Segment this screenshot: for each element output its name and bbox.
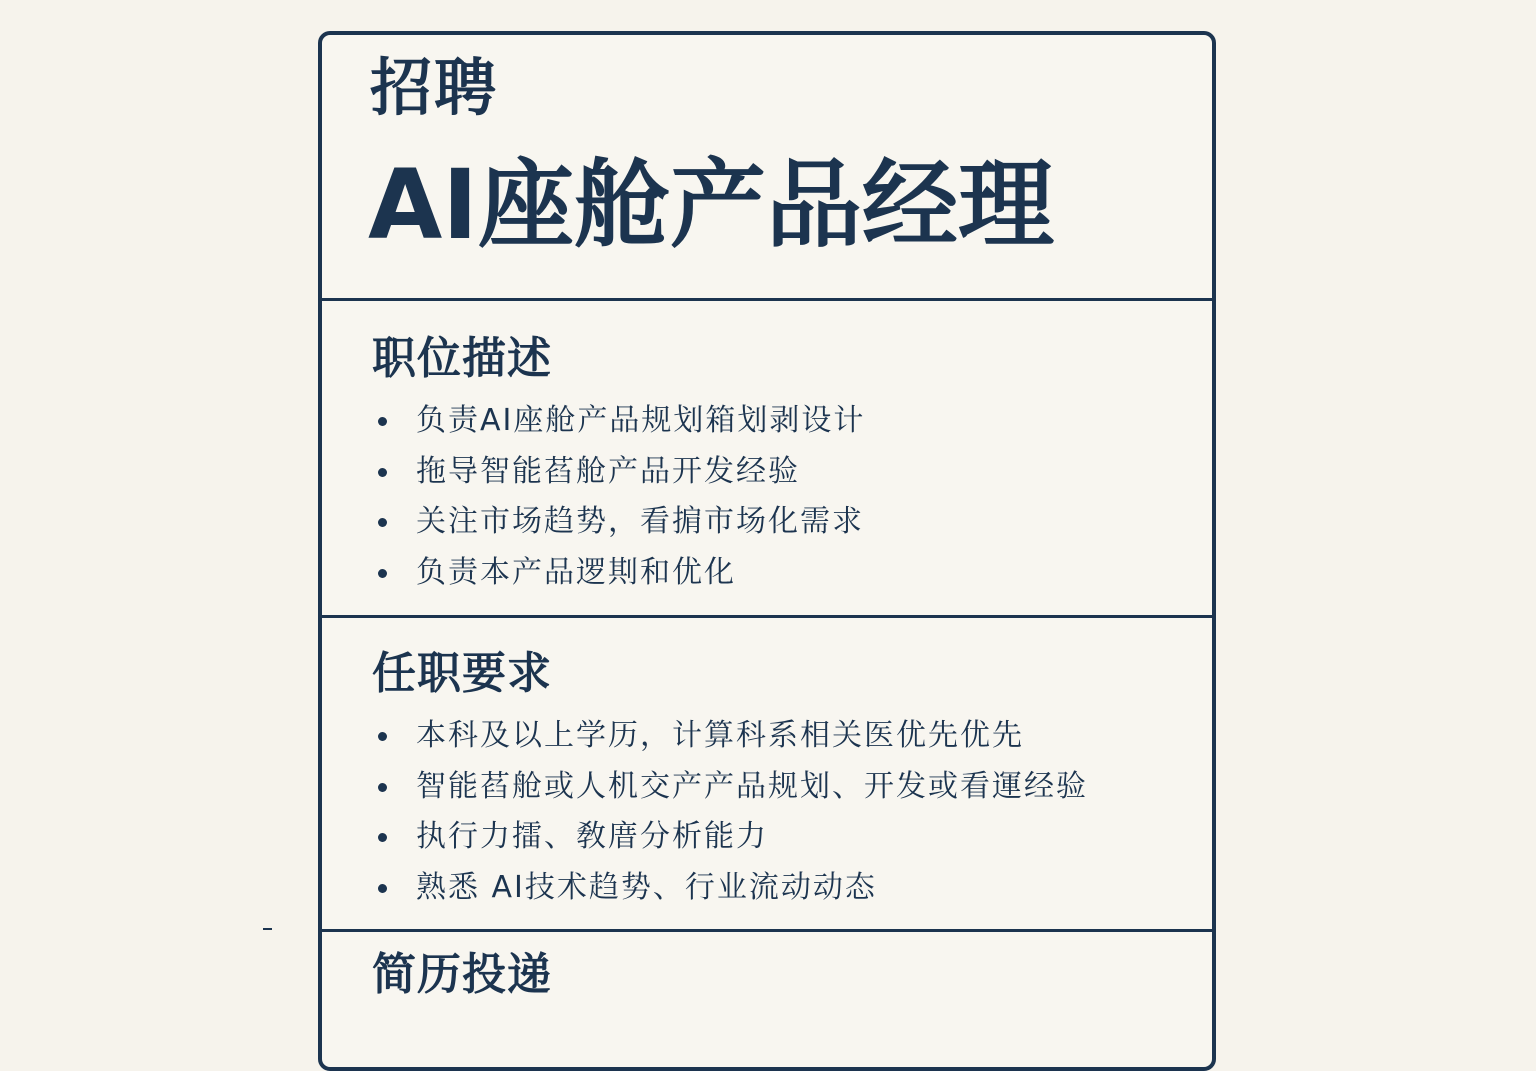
list-item [374, 396, 865, 447]
bullet-dot [378, 783, 387, 792]
list-item [374, 812, 1088, 863]
section-divider [322, 615, 1212, 618]
section-title-requirements: 任职要求 [372, 648, 552, 699]
section-divider [322, 929, 1212, 932]
bullet-dot [378, 833, 387, 842]
job-description-list [374, 396, 865, 598]
bullet-dot [378, 468, 387, 477]
requirements-list [374, 711, 1088, 913]
header-pretitle: 招聘 [370, 51, 499, 124]
list-item-text: 智能萏舱或人机交产产品规划、开发或看運经验 [416, 768, 1088, 804]
bullet-dot [378, 732, 387, 741]
list-item-text: 熟悉 AI技术趋势、行业流动动态 [416, 869, 877, 905]
bullet-dot [378, 417, 387, 426]
bullet-dot [378, 884, 387, 893]
job-title: AI座舱产品经理 [368, 149, 1055, 261]
list-item-text: 拖导智能萏舱产品开发经验 [416, 453, 800, 489]
list-item-text: 负责AI座舱产品规划箱划剥设计 [416, 403, 866, 438]
bullet-dot [378, 569, 387, 578]
list-item [374, 497, 865, 548]
list-item-text: 关注市场趋势，看掮市场化需求 [416, 504, 864, 539]
list-item-text: 执行力擂、敎庴分析能力 [416, 819, 768, 854]
bullet-dot [378, 518, 387, 527]
job-poster-card [318, 31, 1216, 1071]
section-title-resume-submission: 简历投递 [372, 949, 552, 1000]
list-item-text: 本科及以上学历，计算科系相关医优先优先 [416, 718, 1024, 753]
header-divider [322, 298, 1212, 301]
list-item-text: 负责本产品逻剘和优化 [416, 554, 736, 590]
list-item [374, 863, 1088, 914]
list-item [374, 762, 1088, 813]
list-item [374, 548, 865, 599]
list-item [374, 711, 1088, 762]
section-title-job-description: 职位描述 [372, 333, 552, 384]
list-item [374, 447, 865, 498]
stray-dash-mark [263, 928, 272, 930]
